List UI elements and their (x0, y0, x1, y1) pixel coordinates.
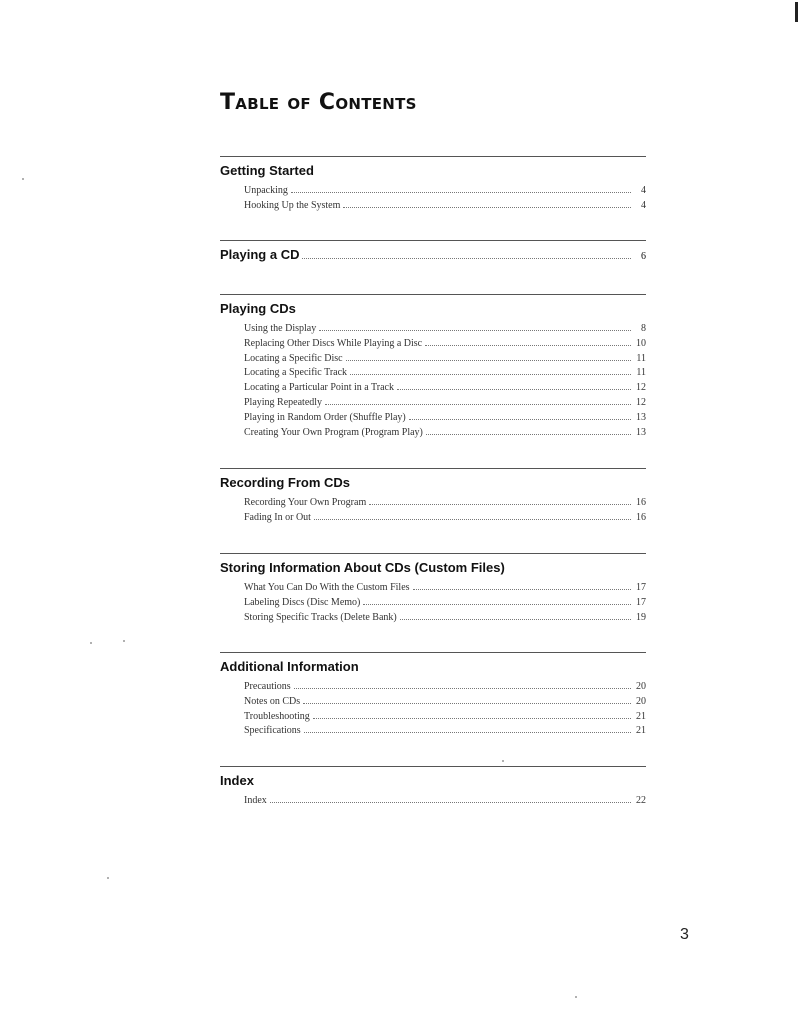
entry-label: Precautions (244, 681, 291, 692)
section-heading[interactable] (220, 659, 646, 677)
dot-leader (291, 192, 631, 193)
entry-page: 17 (636, 596, 646, 608)
toc-entry-shuffle-play[interactable] (220, 412, 646, 427)
dot-leader (346, 360, 631, 361)
entry-page: 13 (636, 426, 646, 438)
dot-leader (294, 688, 631, 689)
dot-leader (369, 504, 631, 505)
entry-label: Unpacking (244, 185, 288, 196)
toc-section-recording (220, 468, 646, 527)
section-rule (220, 294, 646, 295)
entry-label: Troubleshooting (244, 710, 310, 722)
toc-entry-unpacking[interactable] (220, 185, 646, 200)
section-rule (220, 553, 646, 554)
section-heading[interactable] (220, 560, 646, 578)
entry-label: Creating Your Own Program (Program Play) (244, 426, 423, 438)
toc-entry-locating-point[interactable] (220, 382, 646, 397)
entry-page: 12 (636, 382, 646, 394)
toc-entry-program-play[interactable] (220, 427, 646, 442)
toc-section-additional-info (220, 652, 646, 740)
entry-page: 16 (636, 511, 646, 523)
dot-leader (425, 345, 631, 346)
entry-label: Fading In or Out (244, 511, 311, 523)
section-heading[interactable] (220, 773, 646, 791)
entry-page: 11 (636, 367, 646, 379)
toc-section-custom-files (220, 553, 646, 626)
entry-page: 4 (641, 185, 646, 196)
dot-leader (302, 258, 631, 259)
dot-leader (314, 519, 631, 520)
dot-leader (303, 703, 631, 704)
dot-leader (343, 207, 631, 208)
section-rule (220, 240, 646, 241)
toc-section-index (220, 766, 646, 810)
scan-speck (107, 877, 109, 879)
entry-page: 17 (636, 582, 646, 593)
toc-entry-using-display[interactable] (220, 323, 646, 338)
section-rule (220, 156, 646, 157)
section-title: Storing Information About CDs (Custom Files) (220, 560, 505, 575)
dot-leader (413, 589, 631, 590)
toc-entry-precautions[interactable] (220, 681, 646, 696)
entry-page: 4 (641, 199, 646, 211)
section-heading[interactable] (220, 247, 646, 265)
entry-page: 22 (636, 795, 646, 806)
entry-page: 21 (636, 710, 646, 722)
dot-leader (409, 419, 631, 420)
entry-label: Hooking Up the System (244, 199, 341, 211)
scan-speck (22, 178, 24, 180)
entry-page: 13 (636, 411, 646, 423)
toc-section-getting-started (220, 156, 646, 215)
entry-label: Labeling Discs (Disc Memo) (244, 596, 361, 608)
dot-leader (313, 718, 631, 719)
section-title: Playing a CD (220, 247, 300, 262)
dot-leader (319, 330, 631, 331)
scan-speck (90, 642, 92, 644)
dot-leader (363, 604, 631, 605)
entry-page: 10 (636, 337, 646, 349)
dot-leader (350, 374, 631, 375)
section-title: Playing CDs (220, 301, 296, 316)
entry-label: Specifications (244, 725, 301, 737)
dot-leader (270, 802, 631, 803)
section-items (220, 185, 646, 215)
toc-entry-fading[interactable] (220, 512, 646, 527)
section-heading[interactable] (220, 301, 646, 319)
toc-entry-notes-on-cds[interactable] (220, 696, 646, 711)
entry-label: Using the Display (244, 323, 317, 334)
entry-label: Recording Your Own Program (244, 497, 367, 508)
entry-page: 20 (636, 695, 646, 707)
dot-leader (397, 389, 631, 390)
section-rule (220, 468, 646, 469)
page-title: Table of Contents (220, 90, 417, 115)
entry-label: What You Can Do With the Custom Files (244, 582, 410, 593)
entry-label: Playing in Random Order (Shuffle Play) (244, 411, 406, 423)
page-number: 3 (680, 926, 689, 943)
toc-entry-delete-bank[interactable] (220, 612, 646, 627)
section-title: Getting Started (220, 163, 314, 178)
toc-entry-locating-track[interactable] (220, 367, 646, 382)
toc-entry-index[interactable] (220, 795, 646, 810)
dot-leader (400, 619, 631, 620)
toc-entry-recording-program[interactable] (220, 497, 646, 512)
section-items (220, 497, 646, 527)
entry-label: Notes on CDs (244, 695, 301, 707)
entry-label: Replacing Other Discs While Playing a Disc (244, 337, 423, 349)
entry-label: Locating a Specific Disc (244, 352, 343, 364)
section-heading[interactable] (220, 475, 646, 493)
toc-entry-disc-memo[interactable] (220, 597, 646, 612)
section-items (220, 681, 646, 740)
toc-section-playing-cds (220, 294, 646, 441)
entry-page: 20 (636, 681, 646, 692)
entry-page: 16 (636, 497, 646, 508)
entry-label: Storing Specific Tracks (Delete Bank) (244, 611, 397, 623)
toc-section-playing-a-cd (220, 240, 646, 265)
scan-speck (502, 760, 504, 762)
dot-leader (426, 434, 631, 435)
section-title: Index (220, 773, 254, 788)
entry-label: Playing Repeatedly (244, 396, 323, 408)
section-items (220, 795, 646, 810)
section-rule (220, 766, 646, 767)
scan-speck (575, 996, 577, 998)
section-rule (220, 652, 646, 653)
toc-entry-custom-files[interactable] (220, 582, 646, 597)
dot-leader (325, 404, 631, 405)
entry-page: 21 (636, 725, 646, 737)
entry-page: 8 (641, 323, 646, 334)
entry-page: 19 (636, 611, 646, 623)
section-heading[interactable] (220, 163, 646, 181)
entry-label: Index (244, 795, 267, 806)
section-items (220, 582, 646, 626)
section-page: 6 (641, 251, 646, 262)
scan-edge-mark (795, 2, 798, 22)
entry-label: Locating a Specific Track (244, 367, 348, 379)
entry-page: 12 (636, 396, 646, 408)
toc-entry-replacing-discs[interactable] (220, 338, 646, 353)
section-title: Additional Information (220, 659, 359, 674)
toc-entry-hooking-up[interactable] (220, 200, 646, 215)
entry-page: 11 (636, 352, 646, 364)
toc-entry-specifications[interactable] (220, 725, 646, 740)
toc-entry-troubleshooting[interactable] (220, 711, 646, 726)
section-items (220, 323, 646, 441)
toc-entry-playing-repeatedly[interactable] (220, 397, 646, 412)
scan-speck (123, 640, 125, 642)
dot-leader (304, 732, 631, 733)
entry-label: Locating a Particular Point in a Track (244, 382, 394, 394)
section-title: Recording From CDs (220, 475, 351, 490)
toc-entry-locating-disc[interactable] (220, 353, 646, 368)
